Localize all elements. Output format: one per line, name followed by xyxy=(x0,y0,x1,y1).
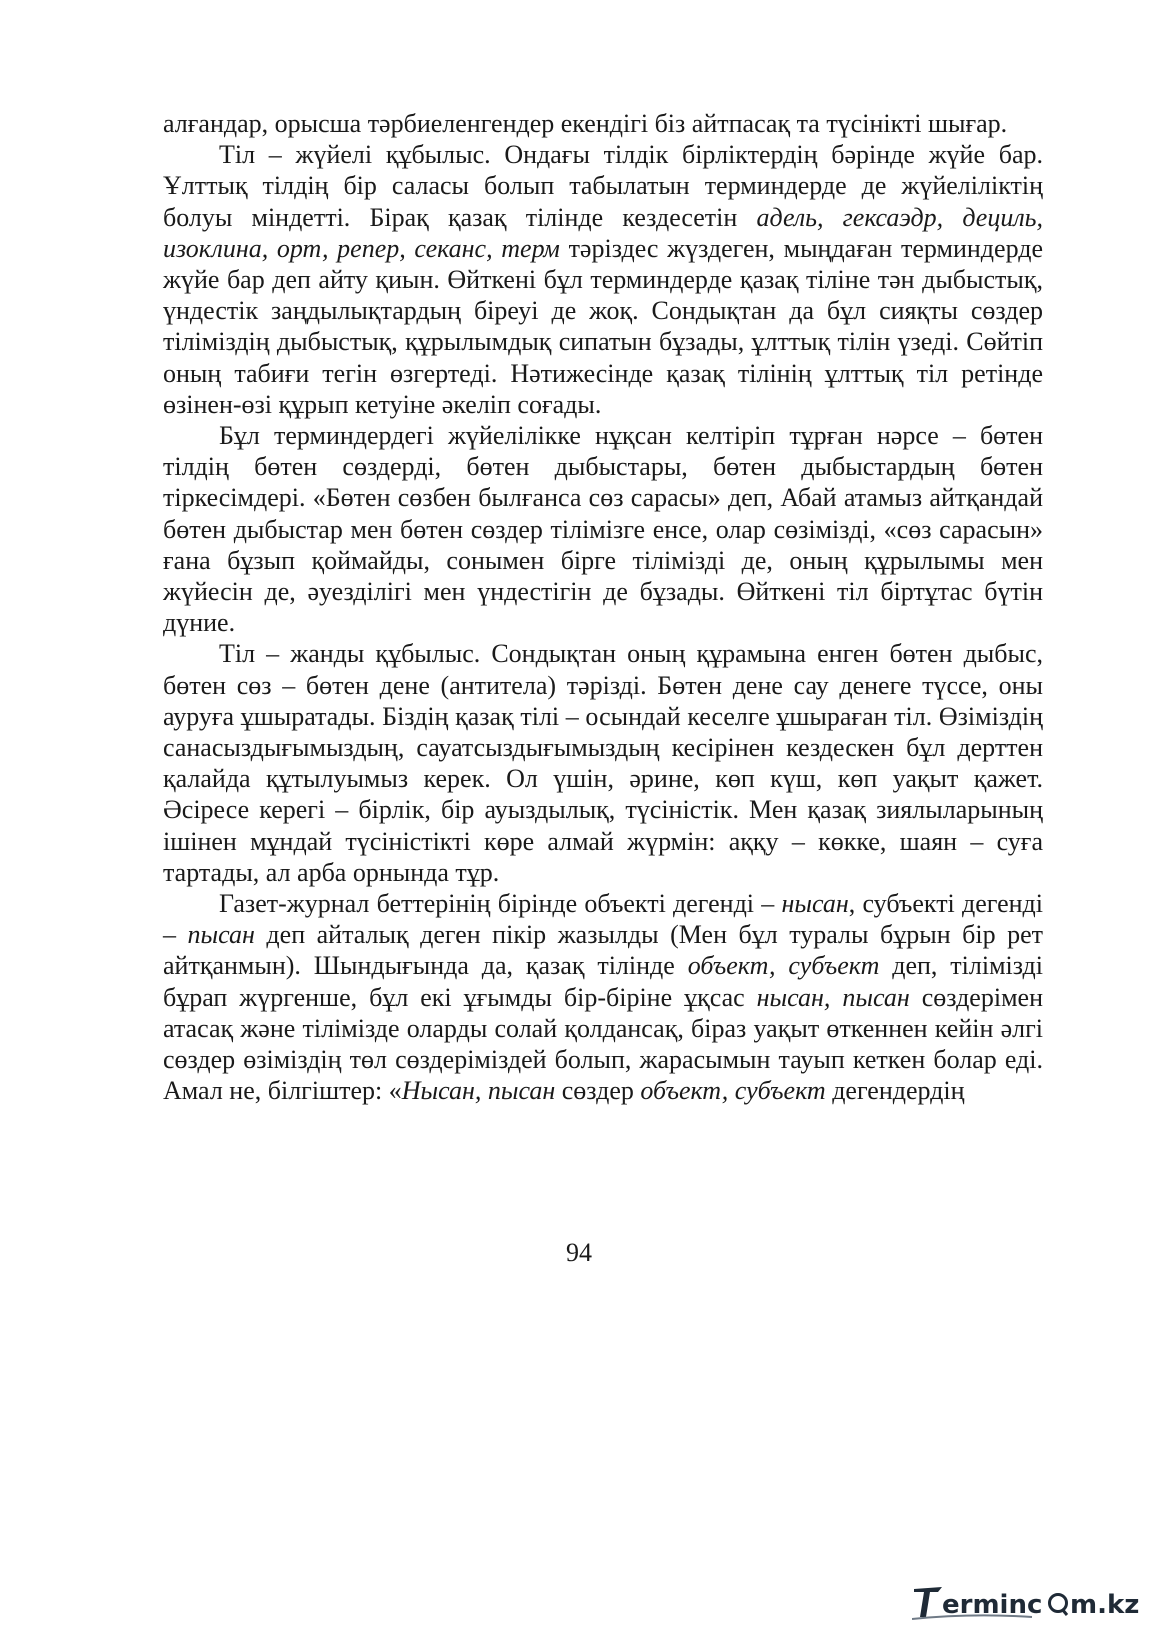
page-number: 94 xyxy=(566,1238,592,1267)
site-logo-icon xyxy=(912,1579,1142,1623)
text-run: сөздерімен атасақ және тілімізде оларды солай қолдансақ, біраз уақыт өткеннен кейін әлгі сөздер өзіміздің төл сөздеріміздей болып, жарасымын тауып кеткен болар еді. Амал не, білгіштер: « xyxy=(163,982,1043,1106)
paragraph xyxy=(163,888,1043,1106)
italic-term: Нысан, пысан xyxy=(401,1076,556,1106)
text-run: деп, тілімізді бұрап жүргенше, бұл екі ұғымды бір-біріне ұқсас xyxy=(163,951,1043,1012)
text-run: Тіл – жанды құбылыс. Сондықтан оның құрамына енген бөтен дыбыс, бөтен сөз – бөтен дене (антитела) тәрізді. Бөтен дене сау денеге түссе, оны ауруға ұшыратады. Біздің қазақ тілі – осындай кеселге ұшыраған тіл. Өзіміздің санасыздығымыздың, сауатсыздығымыздың кесірінен кездескен бұл дерттен қалайда құтылуымыз керек. Ол үшін, әрине, көп күш, көп уақыт қажет. Әсіресе керегі – бірлік, бір ауыздылық, түсіністік. Мен қазақ зиялыларының ішінен мұндай түсіністікті көре алмай жүрмін: аққу – көкке, шаян – суға тартады, ал арба орнында тұр. xyxy=(163,639,1043,887)
italic-term: объект, субъект xyxy=(687,951,880,981)
text-run: , субъекті дегенді – xyxy=(163,889,1044,950)
paragraph xyxy=(163,108,1043,139)
italic-term: адель, гексаэдр, дециль, изоклина, орт, репер, секанс, терм xyxy=(163,202,1043,263)
paragraph xyxy=(163,638,1043,888)
text-run: алғандар, орысша тәрбиеленгендер екендігі біз айтпасақ та түсінікті шығар. xyxy=(163,109,1008,138)
svg-text:m.kz: m.kz xyxy=(1070,1590,1140,1620)
page-body xyxy=(163,108,1043,1107)
text-run: дегендердің xyxy=(825,1076,965,1106)
italic-term: нысан, пысан xyxy=(756,982,910,1012)
text-run: Газет-журнал беттерінің бірінде объекті дегенді – xyxy=(219,889,782,919)
paragraph xyxy=(163,139,1043,420)
text-run: Тіл – жүйелі құбылыс. Ондағы тілдік бірліктердің бәрінде жүйе бар. Ұлттық тілдің бір саласы болып табылатын терминдерде де жүйеліліктің болуы міндетті. Бірақ қазақ тілінде кездесетін xyxy=(163,140,1043,232)
svg-text:erminc: erminc xyxy=(942,1590,1043,1620)
paragraph xyxy=(163,420,1043,638)
site-logo xyxy=(912,1579,1142,1623)
text-run: сөздер xyxy=(555,1076,641,1106)
text-run: деп айталық деген пікір жазылды (Мен бұл туралы бұрын бір рет айтқанмын). Шындығында да, қазақ тілінде xyxy=(163,920,1044,981)
italic-term: нысан xyxy=(781,889,849,919)
italic-term: пысан xyxy=(187,920,255,950)
text-run: тәріздес жүздеген, мыңдаған терминдерде жүйе бар деп айту қиын. Өйткені бұл терминдерде қазақ тіліне тән дыбыстық, үндестік заңдылықтардың біреуі де жоқ. Сондықтан да бұл сияқты сөздер тіліміздің дыбыстық, құрылымдық сипатын бұзады, ұлттық тілін үзеді. Сөйтіп оның табиғи тегін өзгертеді. Нәтижесінде қазақ тілінің ұлттық тіл ретінде өзінен-өзі құрып кетуіне әкеліп соғады. xyxy=(163,233,1043,419)
text-run: Бұл терминдердегі жүйелілікке нұқсан келтіріп тұрған нәрсе – бөтен тілдің бөтен сөздерді, бөтен дыбыстары, бөтен дыбыстардың бөтен тіркесімдері. «Бөтен сөзбен былғанса сөз сарасы» деп, Абай атамыз айтқандай бөтен дыбыстар мен бөтен сөздер тілімізге енсе, олар сөзімізді, «сөз сарасын» ғана бұзып қоймайды, сонымен бірге тілімізді де, оның құрылымы мен жүйесін де, әуезділігі мен үндестігін де бұзады. Өйткені тіл біртұтас бүтін дүние. xyxy=(163,421,1043,638)
italic-term: объект, субъект xyxy=(640,1076,826,1106)
